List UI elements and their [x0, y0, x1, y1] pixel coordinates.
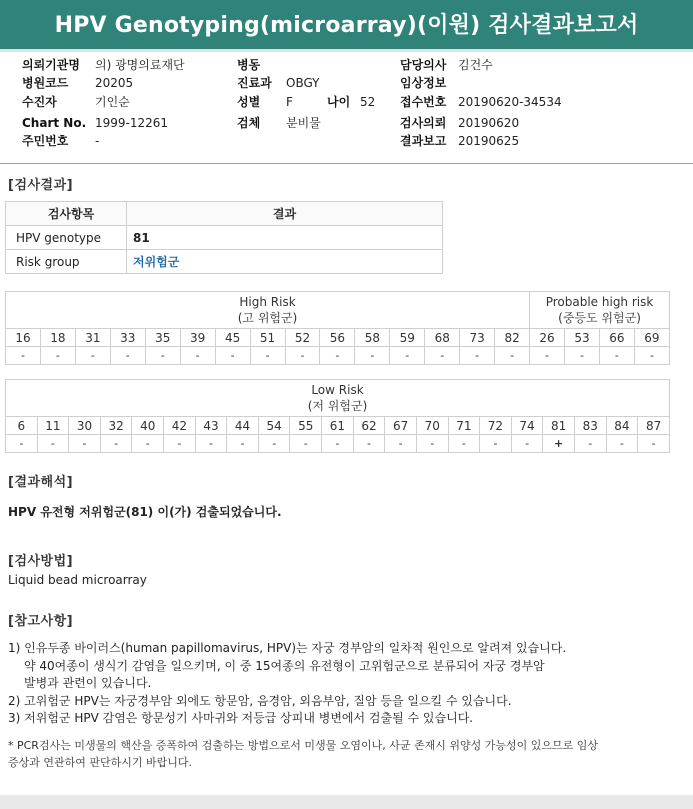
high-risk-genotype-grid: [5, 291, 670, 365]
probable-high-risk-sublabel: (중등도 위험군): [558, 311, 641, 325]
genotype-result-cell: -: [416, 435, 448, 453]
info-row-2: [0, 74, 693, 92]
genotype-cell: 87: [638, 417, 670, 435]
value-resident-no: -: [95, 134, 100, 148]
row-value-genotype: 81: [127, 226, 443, 250]
genotype-cell: 52: [285, 329, 320, 347]
genotype-result-cell: -: [75, 347, 110, 365]
genotype-result-cell: -: [164, 435, 196, 453]
genotype-cell: 61: [322, 417, 354, 435]
genotype-result-cell: -: [634, 347, 669, 365]
genotype-cell: 39: [180, 329, 215, 347]
note-3: 3) 저위험군 HPV 감염은 항문성기 사마귀와 저등급 상피내 병변에서 검출될 수 있습니다.: [8, 711, 474, 725]
info-row-3: [0, 93, 693, 111]
table-row: [6, 226, 443, 250]
note-2: 2) 고위험군 HPV는 자궁경부암 외에도 항문암, 음경암, 외음부암, 질암 등을 일으킬 수 있습니다.: [8, 693, 512, 708]
label-request-date: 검사의뢰: [400, 116, 447, 130]
genotype-cell: 44: [227, 417, 259, 435]
section-title-reference: [참고사항]: [8, 614, 74, 629]
genotype-result-cell: -: [606, 435, 638, 453]
genotype-cell: 73: [460, 329, 495, 347]
interpretation-text: HPV 유전형 저위험군(81) 이(가) 검출되었습니다.: [8, 505, 282, 519]
genotype-cell: 56: [320, 329, 355, 347]
method-text: Liquid bead microarray: [8, 573, 147, 587]
genotype-result-cell: -: [250, 347, 285, 365]
genotype-cell: 53: [565, 329, 600, 347]
footnote-line-2: 증상과 연관하여 판단하시기 바랍니다.: [8, 756, 193, 769]
genotype-result-cell: -: [353, 435, 385, 453]
label-age: 나이: [327, 95, 351, 109]
genotype-result-cell: -: [355, 347, 390, 365]
genotype-result-cell: -: [6, 435, 38, 453]
header-test-item: 검사항목: [6, 202, 127, 226]
genotype-cell: 71: [448, 417, 480, 435]
label-sex: 성별: [237, 95, 261, 109]
row-item-risk-group: Risk group: [6, 250, 127, 274]
value-chart-no: 1999-12261: [95, 116, 169, 130]
value-receipt-no: 20190620-34534: [458, 95, 562, 109]
value-report-date: 20190625: [458, 134, 520, 148]
high-risk-sublabel: (고 위험군): [237, 311, 298, 325]
genotype-result-cell: -: [195, 435, 227, 453]
value-specimen: 분비물: [286, 116, 321, 130]
value-doctor: 김건수: [458, 58, 493, 72]
genotype-cell: 11: [37, 417, 69, 435]
header-result: 결과: [127, 202, 443, 226]
genotype-result-cell: -: [495, 347, 530, 365]
genotype-cell: 40: [132, 417, 164, 435]
high-risk-header: [6, 292, 530, 329]
genotype-cell: 62: [353, 417, 385, 435]
genotype-result-cell: -: [100, 435, 132, 453]
genotype-result-cell: -: [511, 435, 543, 453]
genotype-result-cell: -: [40, 347, 75, 365]
genotype-result-cell: -: [574, 435, 606, 453]
result-summary-table: [5, 201, 443, 274]
label-clinical-info: 임상정보: [400, 76, 447, 90]
info-row-4: [0, 114, 693, 132]
genotype-cell: 51: [250, 329, 285, 347]
high-risk-label: High Risk: [239, 295, 296, 309]
genotype-result-cell: -: [638, 435, 670, 453]
label-specimen: 검체: [237, 116, 261, 130]
footnote: [8, 737, 688, 771]
label-receipt-no: 접수번호: [400, 95, 447, 109]
genotype-cell: 84: [606, 417, 638, 435]
genotype-cell: 42: [164, 417, 196, 435]
note-1-line-2: 약 40여종이 생식기 감염을 일으키며, 이 중 15여종의 유전형이 고위험군으로 분류되어 자궁 경부암: [24, 658, 545, 673]
value-hospital-code: 20205: [95, 76, 134, 90]
genotype-cell: 18: [40, 329, 75, 347]
high-risk-type-row: [6, 329, 670, 347]
low-risk-mark-row: [6, 435, 670, 453]
genotype-result-cell: -: [132, 435, 164, 453]
label-chart-no: Chart No.: [22, 116, 87, 130]
genotype-cell: 72: [480, 417, 512, 435]
genotype-result-cell: -: [320, 347, 355, 365]
info-row-1: [0, 56, 693, 74]
label-hospital-code: 병원코드: [22, 76, 69, 90]
genotype-result-cell: -: [227, 435, 259, 453]
label-report-date: 결과보고: [400, 134, 447, 148]
note-1-line-3: 발병과 관련이 있습니다.: [24, 676, 152, 690]
genotype-result-cell: -: [145, 347, 180, 365]
probable-high-risk-label: Probable high risk: [545, 295, 654, 309]
value-institution: 의) 광명의료재단: [95, 58, 185, 72]
value-department: OBGY: [286, 76, 320, 90]
label-resident-no: 주민번호: [22, 134, 69, 148]
genotype-result-cell: -: [285, 347, 320, 365]
genotype-result-cell: -: [460, 347, 495, 365]
genotype-result-cell: -: [599, 347, 634, 365]
genotype-result-cell: -: [180, 347, 215, 365]
value-patient: 기인순: [95, 95, 130, 109]
grid-header-row: [6, 292, 670, 329]
label-department: 진료과: [237, 76, 272, 90]
grid-header-row: [6, 380, 670, 417]
value-sex: F: [286, 95, 293, 109]
genotype-result-cell: -: [290, 435, 322, 453]
genotype-cell: 58: [355, 329, 390, 347]
patient-info-block: [0, 52, 693, 164]
report-title: HPV Genotyping(microarray)(이원) 검사결과보고서: [0, 0, 693, 52]
genotype-result-cell: -: [565, 347, 600, 365]
genotype-cell: 68: [425, 329, 460, 347]
genotype-cell: 55: [290, 417, 322, 435]
section-title-interpretation: [결과해석]: [8, 475, 74, 490]
genotype-cell: 54: [258, 417, 290, 435]
genotype-cell: 83: [574, 417, 606, 435]
footnote-line-1: * PCR검사는 미생물의 핵산을 증폭하여 검출하는 방법으로서 미생물 오염이나, 사균 존재시 위양성 가능성이 있으므로 임상: [8, 739, 598, 752]
genotype-result-cell: -: [480, 435, 512, 453]
genotype-cell: 26: [530, 329, 565, 347]
genotype-cell: 43: [195, 417, 227, 435]
genotype-result-cell: +: [543, 435, 575, 453]
row-value-risk-group: 저위험군: [127, 250, 443, 274]
section-title-method: [검사방법]: [8, 554, 74, 569]
genotype-result-cell: -: [6, 347, 41, 365]
label-institution: 의뢰기관명: [22, 58, 80, 72]
section-title-result: [검사결과]: [8, 178, 74, 193]
genotype-cell: 45: [215, 329, 250, 347]
genotype-cell: 69: [634, 329, 669, 347]
genotype-result-cell: -: [425, 347, 460, 365]
genotype-result-cell: -: [530, 347, 565, 365]
info-row-5: [0, 132, 693, 150]
low-risk-type-row: [6, 417, 670, 435]
genotype-result-cell: -: [37, 435, 69, 453]
genotype-cell: 16: [6, 329, 41, 347]
genotype-cell: 66: [599, 329, 634, 347]
genotype-cell: 70: [416, 417, 448, 435]
genotype-result-cell: -: [385, 435, 417, 453]
bottom-bar: [0, 795, 693, 809]
genotype-cell: 74: [511, 417, 543, 435]
genotype-cell: 31: [75, 329, 110, 347]
genotype-result-cell: -: [110, 347, 145, 365]
genotype-result-cell: -: [448, 435, 480, 453]
reference-notes: [8, 640, 688, 728]
low-risk-header: [6, 380, 670, 417]
genotype-cell: 30: [69, 417, 101, 435]
value-request-date: 20190620: [458, 116, 520, 130]
table-row: [6, 250, 443, 274]
genotype-cell: 35: [145, 329, 180, 347]
low-risk-genotype-grid: [5, 379, 670, 453]
genotype-cell: 59: [390, 329, 425, 347]
label-ward: 병동: [237, 58, 261, 72]
genotype-result-cell: -: [69, 435, 101, 453]
probable-high-risk-header: [530, 292, 670, 329]
note-1-line-1: 1) 인유두종 바이러스(human papillomavirus, HPV)는 자궁 경부암의 일차적 원인으로 알려져 있습니다.: [8, 641, 567, 655]
low-risk-label: Low Risk: [311, 383, 364, 397]
label-doctor: 담당의사: [400, 58, 447, 72]
genotype-result-cell: -: [258, 435, 290, 453]
genotype-result-cell: -: [322, 435, 354, 453]
genotype-cell: 32: [100, 417, 132, 435]
low-risk-sublabel: (저 위험군): [307, 399, 368, 413]
genotype-cell: 6: [6, 417, 38, 435]
genotype-cell: 67: [385, 417, 417, 435]
genotype-result-cell: -: [390, 347, 425, 365]
value-age: 52: [360, 95, 376, 109]
genotype-cell: 33: [110, 329, 145, 347]
genotype-result-cell: -: [215, 347, 250, 365]
high-risk-mark-row: [6, 347, 670, 365]
table-header-row: [6, 202, 443, 226]
genotype-cell: 81: [543, 417, 575, 435]
genotype-cell: 82: [495, 329, 530, 347]
label-patient: 수진자: [22, 95, 57, 109]
row-item-genotype: HPV genotype: [6, 226, 127, 250]
